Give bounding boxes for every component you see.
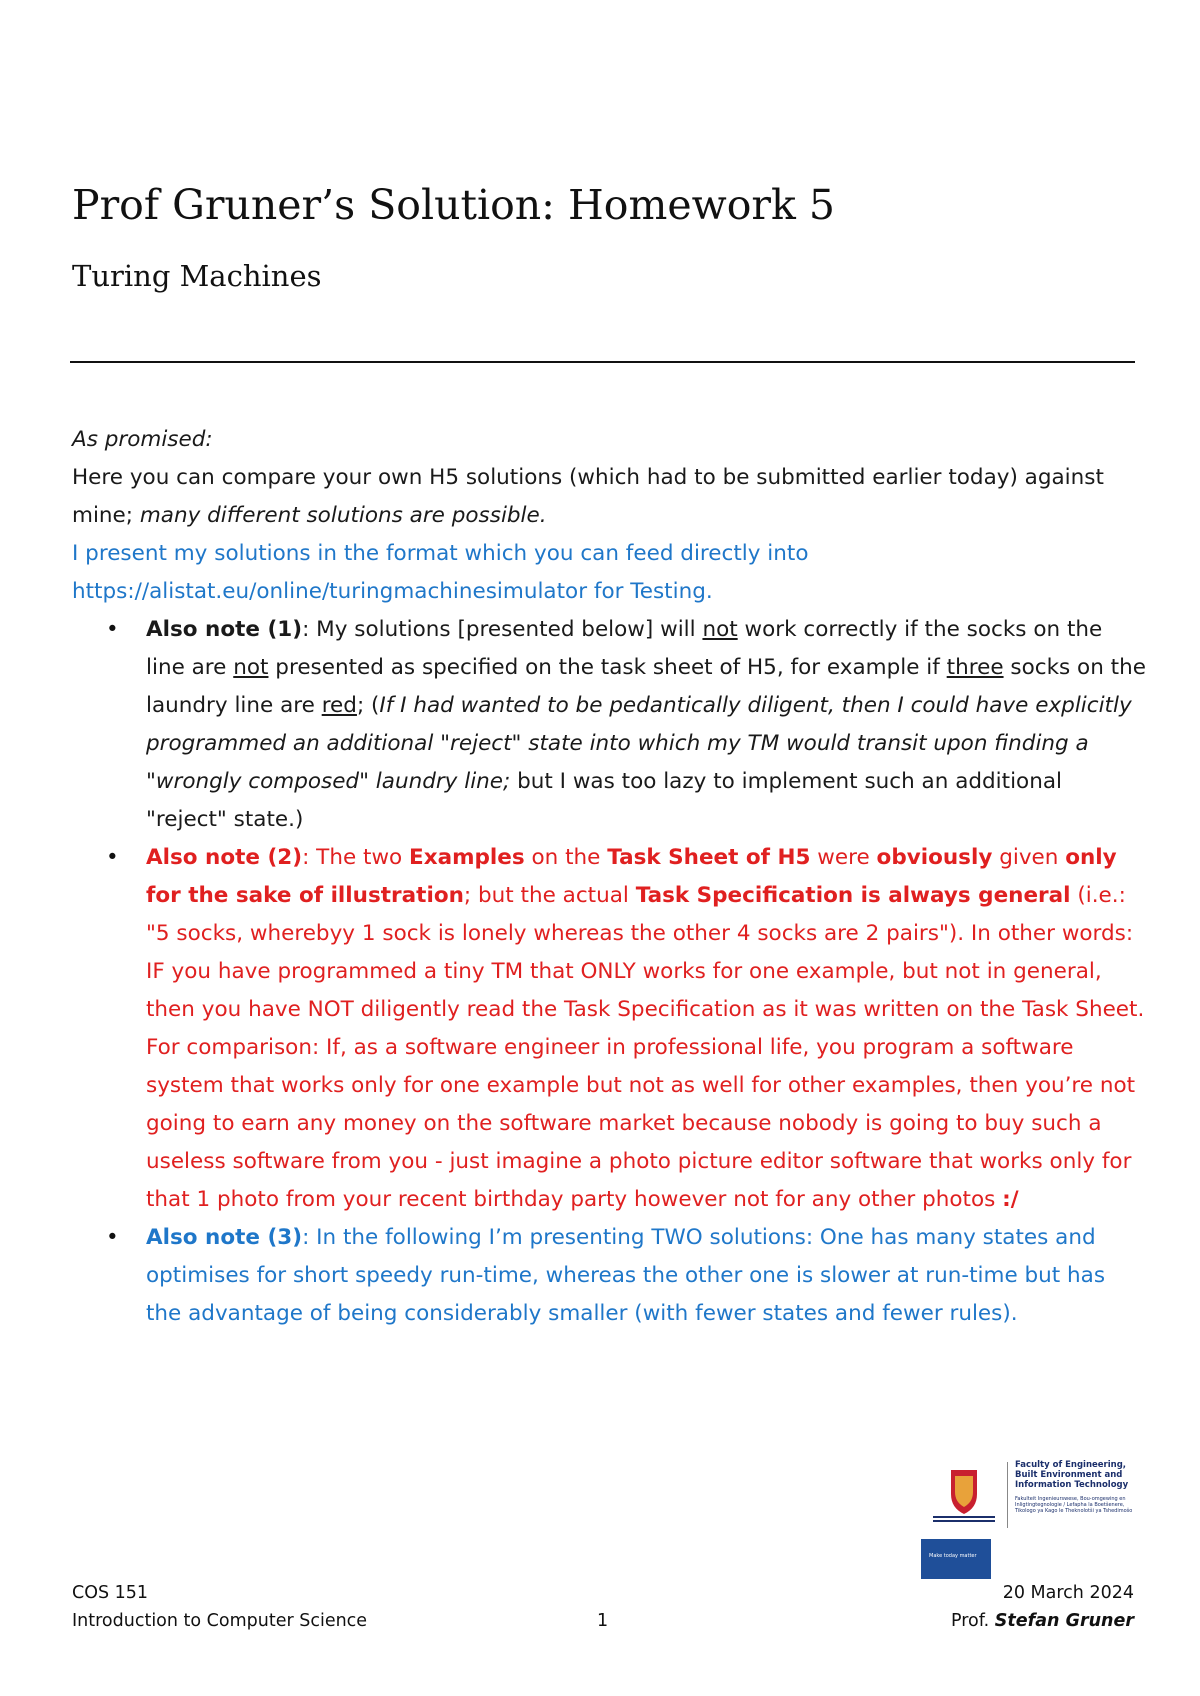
- logo-divider: [1007, 1462, 1008, 1528]
- page-subtitle: Turing Machines: [72, 259, 322, 293]
- note-3: • Also note (3): In the following I’m presenting TWO solutions: One has many states and optimises for short speedy run-time, whereas the other one is slower at run-time but has the advantage of being considerably smaller (with fewer states and fewer rules).: [72, 1219, 1147, 1333]
- faculty-name: Faculty of Engineering, Built Environment and Information Technology: [1015, 1460, 1129, 1490]
- footer-date: 20 March 2024: [1002, 1583, 1134, 1603]
- tagline: Make today matter: [929, 1553, 977, 1559]
- notes-list: [72, 611, 1147, 1333]
- footer-course-name: Introduction to Computer Science: [72, 1611, 368, 1631]
- footer-author: Prof. Stefan Gruner: [950, 1611, 1134, 1631]
- note-1: • Also note (1): My solutions [presented below] will not work correctly if the socks on the line are not presented as specified on the task sheet of H5, for example if three socks on the laundry line are red; (If I had wanted to be pedantically diligent, then I could have explicitly programmed an additional "reject" state into which my TM would transit upon finding a "wrongly composed" laundry line; but I was too lazy to implement such an additional "reject" state.): [72, 611, 1147, 839]
- intro-paragraph: Here you can compare your own H5 solutions (which had to be submitted earlier today) against mine; many different solutions are possible.: [72, 465, 1104, 528]
- footer-page-number: 1: [597, 1611, 609, 1631]
- document-body: [72, 421, 1147, 1333]
- tagline-box: [921, 1539, 991, 1579]
- title-divider: [70, 361, 1135, 363]
- university-crest-icon: [931, 1466, 997, 1524]
- simulator-paragraph: I present my solutions in the format which you can feed directly into https://alistat.eu/online/turingmachinesimulator for Testing.: [72, 541, 809, 604]
- simulator-link[interactable]: https://alistat.eu/online/turingmachinesimulator: [72, 579, 588, 604]
- university-logo: [921, 1456, 1131, 1566]
- faculty-name-translations: Fakulteit Ingenieurswese, Bou-omgewing en Inligtingtegnologie / Lefapha la Boetšenere, Tikologo ya Kago le Theknolotši ya Tshedimošo: [1015, 1496, 1133, 1514]
- note-2: • Also note (2): The two Examples on the Task Sheet of H5 were obviously given only for the sake of illustration; but the actual Task Specification is always general (i.e.: "5 socks, wherebyy 1 sock is lonely whereas the other 4 socks are 2 pairs"). In other words: IF you have programmed a tiny TM that ONLY works for one example, but not in general, then you have NOT diligently read the Task Specification as it was written on the Task Sheet. For comparison: If, as a software engineer in professional life, you program a software system that works only for one example but not as well for other examples, then you’re not going to earn any money on the software market because nobody is going to buy such a useless software from you - just imagine a photo picture editor software that works only for that 1 photo from your recent birthday party however not for any other photos :/: [72, 839, 1147, 1219]
- footer-course-code: COS 151: [72, 1583, 149, 1603]
- intro-promised: As promised:: [72, 427, 213, 452]
- page-title: Prof Gruner’s Solution: Homework 5: [72, 181, 835, 229]
